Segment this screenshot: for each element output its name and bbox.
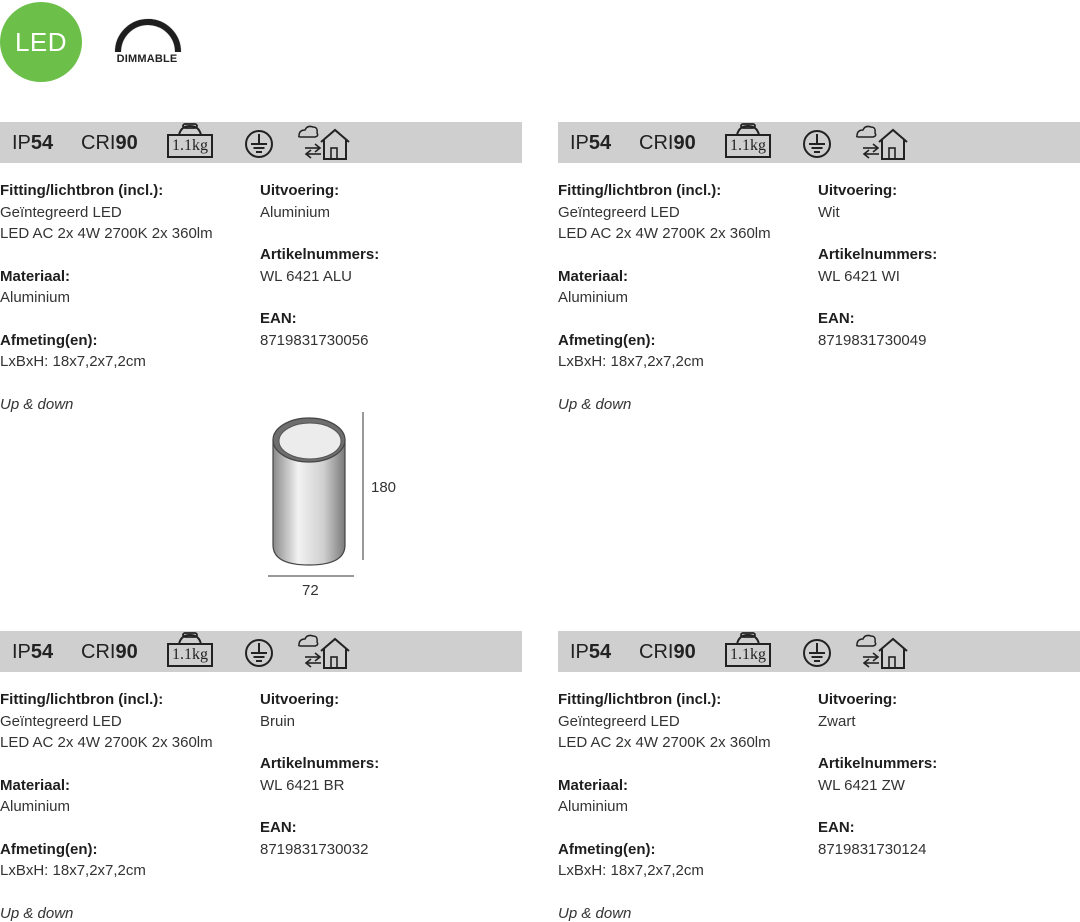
- ip-rating: [570, 132, 611, 155]
- spec-bar: [0, 631, 522, 672]
- cri-prefix: CRI: [639, 641, 674, 663]
- material-label: Materiaal:: [558, 777, 629, 794]
- fitting-line1: Geïntegreerd LED: [0, 204, 122, 221]
- ip-prefix: IP: [570, 132, 589, 154]
- fitting-label: Fitting/lichtbron (incl.):: [0, 691, 164, 708]
- spec-bar: [558, 122, 1080, 163]
- fitting-label: Fitting/lichtbron (incl.):: [558, 691, 722, 708]
- indoor-outdoor-icon: [855, 124, 909, 162]
- product-block: [558, 122, 1080, 412]
- dimmable-arc-icon: [112, 18, 184, 54]
- ip-prefix: IP: [12, 641, 31, 663]
- fitting-line1: Geïntegreerd LED: [558, 713, 680, 730]
- weight-value: 1.1kg: [167, 134, 213, 158]
- ean-label: EAN:: [260, 819, 297, 836]
- cri-value: 90: [673, 132, 696, 154]
- cri-prefix: CRI: [81, 132, 116, 154]
- ip-value: 54: [30, 641, 54, 663]
- fitting-line1: Geïntegreerd LED: [0, 713, 122, 730]
- ip-prefix: IP: [570, 641, 589, 663]
- dimensions-value: LxBxH: 18x7,2x7,2cm: [0, 862, 146, 879]
- dimensions-label: Afmeting(en):: [0, 332, 98, 349]
- width-dimension-label: 72: [302, 582, 319, 599]
- weight-icon: [165, 632, 217, 670]
- protective-earth-icon: [802, 129, 832, 159]
- article-label: Artikelnummers:: [260, 246, 380, 263]
- ean-value: 8719831730049: [818, 332, 927, 349]
- indoor-outdoor-icon: [297, 124, 351, 162]
- finish-label: Uitvoering:: [818, 182, 898, 199]
- cri-value: 90: [115, 641, 138, 663]
- product-block: [0, 122, 522, 412]
- finish-value: Bruin: [260, 713, 296, 730]
- weight-value: 1.1kg: [167, 643, 213, 667]
- indoor-outdoor-icon: [855, 633, 909, 671]
- ean-label: EAN:: [818, 310, 855, 327]
- dimensions-label: Afmeting(en):: [0, 841, 98, 858]
- fitting-line1: Geïntegreerd LED: [558, 204, 680, 221]
- weight-value: 1.1kg: [725, 134, 771, 158]
- dimmable-label: DIMMABLE: [116, 53, 178, 65]
- ip-value: 54: [588, 641, 612, 663]
- up-down-note: Up & down: [558, 396, 632, 413]
- cri-rating: [81, 132, 138, 155]
- cri-value: 90: [673, 641, 696, 663]
- fitting-line2: LED AC 2x 4W 2700K 2x 360lm: [558, 225, 771, 242]
- dimensions-label: Afmeting(en):: [558, 841, 656, 858]
- dimensions-value: LxBxH: 18x7,2x7,2cm: [558, 353, 704, 370]
- finish-value: Wit: [818, 204, 840, 221]
- dimensions-label: Afmeting(en):: [558, 332, 656, 349]
- article-label: Artikelnummers:: [260, 755, 380, 772]
- ip-value: 54: [30, 132, 54, 154]
- article-value: WL 6421 ZW: [818, 777, 905, 794]
- height-dimension-label: 180: [371, 479, 397, 496]
- weight-icon: [165, 123, 217, 161]
- dimmable-badge: [108, 18, 188, 70]
- finish-label: Uitvoering:: [260, 182, 340, 199]
- fitting-line2: LED AC 2x 4W 2700K 2x 360lm: [0, 734, 213, 751]
- article-value: WL 6421 ALU: [260, 268, 352, 285]
- ean-value: 8719831730032: [260, 841, 369, 858]
- material-value: Aluminium: [0, 289, 71, 306]
- spec-bar: [0, 122, 522, 163]
- ip-value: 54: [588, 132, 612, 154]
- article-value: WL 6421 WI: [818, 268, 900, 285]
- indoor-outdoor-icon: [297, 633, 351, 671]
- ip-rating: [570, 641, 611, 664]
- product-block: [558, 631, 1080, 921]
- article-value: WL 6421 BR: [260, 777, 345, 794]
- spec-bar: [558, 631, 1080, 672]
- finish-label: Uitvoering:: [818, 691, 898, 708]
- material-value: Aluminium: [558, 289, 629, 306]
- material-value: Aluminium: [558, 798, 629, 815]
- fitting-line2: LED AC 2x 4W 2700K 2x 360lm: [0, 225, 213, 242]
- material-label: Materiaal:: [558, 268, 629, 285]
- material-value: Aluminium: [0, 798, 71, 815]
- ip-rating: [12, 641, 53, 664]
- up-down-note: Up & down: [0, 396, 74, 413]
- cri-prefix: CRI: [639, 132, 674, 154]
- protective-earth-icon: [802, 638, 832, 668]
- ean-label: EAN:: [260, 310, 297, 327]
- cri-value: 90: [115, 132, 138, 154]
- material-label: Materiaal:: [0, 777, 71, 794]
- cri-rating: [639, 641, 696, 664]
- fitting-label: Fitting/lichtbron (incl.):: [0, 182, 164, 199]
- up-down-note: Up & down: [558, 905, 632, 922]
- led-badge-text: LED: [14, 26, 68, 57]
- weight-icon: [723, 123, 775, 161]
- finish-value: Aluminium: [260, 204, 331, 221]
- cri-prefix: CRI: [81, 641, 116, 663]
- cri-rating: [639, 132, 696, 155]
- cri-rating: [81, 641, 138, 664]
- finish-value: Zwart: [818, 713, 856, 730]
- dimensions-value: LxBxH: 18x7,2x7,2cm: [558, 862, 704, 879]
- product-block: [0, 631, 522, 921]
- ean-value: 8719831730056: [260, 332, 369, 349]
- weight-value: 1.1kg: [725, 643, 771, 667]
- ip-prefix: IP: [12, 132, 31, 154]
- protective-earth-icon: [244, 638, 274, 668]
- material-label: Materiaal:: [0, 268, 71, 285]
- article-label: Artikelnummers:: [818, 755, 938, 772]
- led-badge: [0, 2, 82, 82]
- finish-label: Uitvoering:: [260, 691, 340, 708]
- fitting-label: Fitting/lichtbron (incl.):: [558, 182, 722, 199]
- dimensions-value: LxBxH: 18x7,2x7,2cm: [0, 353, 146, 370]
- ean-label: EAN:: [818, 819, 855, 836]
- fitting-line2: LED AC 2x 4W 2700K 2x 360lm: [558, 734, 771, 751]
- weight-icon: [723, 632, 775, 670]
- technical-drawing: [262, 410, 412, 600]
- up-down-note: Up & down: [0, 905, 74, 922]
- ean-value: 8719831730124: [818, 841, 927, 858]
- protective-earth-icon: [244, 129, 274, 159]
- article-label: Artikelnummers:: [818, 246, 938, 263]
- ip-rating: [12, 132, 53, 155]
